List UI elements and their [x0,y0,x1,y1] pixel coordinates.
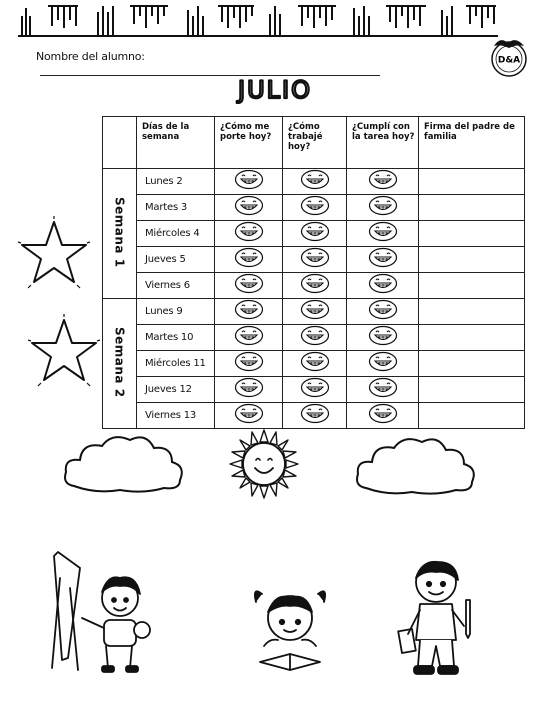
star-icon [16,216,92,292]
table-row [103,377,525,403]
table-row [103,221,525,247]
homework-rating-cell[interactable] [347,273,419,299]
parent-signature-cell[interactable] [419,325,525,351]
day-cell: Jueves 5 [137,247,215,273]
homework-rating-cell[interactable] [347,299,419,325]
smiley-face-icon [368,325,398,346]
smiley-face-icon [300,325,330,346]
smiley-face-icon [368,299,398,320]
table-header-row [103,117,525,169]
header-parent-signature: Firma del padre de familia [419,117,525,169]
homework-rating-cell[interactable] [347,377,419,403]
homework-rating-cell[interactable] [347,169,419,195]
smiley-face-icon [234,273,264,294]
homework-rating-cell[interactable] [347,325,419,351]
smiley-face-icon [300,403,330,424]
week-header-cell [103,117,137,169]
table-row [103,195,525,221]
table-row [103,169,525,195]
parent-signature-cell[interactable] [419,195,525,221]
cloud-icon [352,432,480,498]
behavior-rating-cell[interactable] [215,221,283,247]
homework-rating-cell[interactable] [347,403,419,429]
parent-signature-cell[interactable] [419,169,525,195]
work-rating-cell[interactable] [283,247,347,273]
smiley-face-icon [300,299,330,320]
day-cell: Jueves 12 [137,377,215,403]
header-homework: ¿Cumplí con la tarea hoy? [347,117,419,169]
behavior-rating-cell[interactable] [215,273,283,299]
work-rating-cell[interactable] [283,377,347,403]
page-title [220,74,330,104]
behavior-rating-cell[interactable] [215,325,283,351]
parent-signature-cell[interactable] [419,247,525,273]
smiley-face-icon [234,195,264,216]
smiley-face-icon [368,351,398,372]
day-cell: Viernes 6 [137,273,215,299]
work-rating-cell[interactable] [283,325,347,351]
smiley-face-icon [234,169,264,190]
homework-rating-cell[interactable] [347,247,419,273]
parent-signature-cell[interactable] [419,351,525,377]
painting-child-icon [48,548,158,678]
parent-signature-cell[interactable] [419,299,525,325]
reading-child-icon [240,584,340,674]
smiley-face-icon [300,169,330,190]
standing-boy-icon [396,556,480,688]
table-row [103,351,525,377]
smiley-face-icon [300,351,330,372]
homework-rating-cell[interactable] [347,195,419,221]
day-cell: Martes 10 [137,325,215,351]
day-cell: Miércoles 11 [137,351,215,377]
smiley-face-icon [300,221,330,242]
behavior-rating-cell[interactable] [215,299,283,325]
day-cell: Lunes 9 [137,299,215,325]
decorative-border [18,2,498,38]
week-label-cell [103,299,137,429]
smiley-face-icon [234,299,264,320]
student-name-field[interactable] [36,50,486,76]
behavior-rating-cell[interactable] [215,169,283,195]
smiley-face-icon [368,169,398,190]
homework-rating-cell[interactable] [347,221,419,247]
smiley-face-icon [368,377,398,398]
work-rating-cell[interactable] [283,273,347,299]
header-behavior: ¿Cómo me porte hoy? [215,117,283,169]
parent-signature-cell[interactable] [419,221,525,247]
day-cell: Viernes 13 [137,403,215,429]
logo-badge [486,34,532,80]
behavior-rating-cell[interactable] [215,247,283,273]
smiley-face-icon [300,247,330,268]
day-cell: Martes 3 [137,195,215,221]
behavior-table [102,116,525,429]
cloud-icon [60,430,188,496]
smiley-face-icon [234,377,264,398]
day-cell: Miércoles 4 [137,221,215,247]
table-row [103,325,525,351]
parent-signature-cell[interactable] [419,377,525,403]
header-days: Días de la semana [137,117,215,169]
week-label: Semana 1 [112,196,127,268]
behavior-rating-cell[interactable] [215,377,283,403]
smiley-face-icon [234,247,264,268]
behavior-rating-cell[interactable] [215,351,283,377]
logo-text: D&A [497,55,521,66]
smiley-face-icon [234,351,264,372]
sun-icon [228,428,300,500]
work-rating-cell[interactable] [283,299,347,325]
homework-rating-cell[interactable] [347,351,419,377]
day-cell: Lunes 2 [137,169,215,195]
behavior-rating-cell[interactable] [215,195,283,221]
student-name-label: Nombre del alumno: [36,50,145,63]
smiley-face-icon [300,195,330,216]
smiley-face-icon [368,247,398,268]
table-row [103,299,525,325]
parent-signature-cell[interactable] [419,403,525,429]
work-rating-cell[interactable] [283,195,347,221]
table-row [103,247,525,273]
week-label: Semana 2 [112,326,127,398]
smiley-face-icon [368,273,398,294]
table-row [103,403,525,429]
work-rating-cell[interactable] [283,221,347,247]
behavior-rating-cell[interactable] [215,403,283,429]
work-rating-cell[interactable] [283,403,347,429]
smiley-face-icon [368,403,398,424]
smiley-face-icon [368,195,398,216]
header-work: ¿Cómo trabajé hoy? [283,117,347,169]
table-row [103,273,525,299]
smiley-face-icon [234,403,264,424]
smiley-face-icon [368,221,398,242]
parent-signature-cell[interactable] [419,273,525,299]
star-icon [26,314,102,390]
page-title-text: JULIO [238,76,312,104]
work-rating-cell[interactable] [283,351,347,377]
smiley-face-icon [234,325,264,346]
work-rating-cell[interactable] [283,169,347,195]
smiley-face-icon [300,273,330,294]
week-label-cell [103,169,137,299]
smiley-face-icon [234,221,264,242]
smiley-face-icon [300,377,330,398]
